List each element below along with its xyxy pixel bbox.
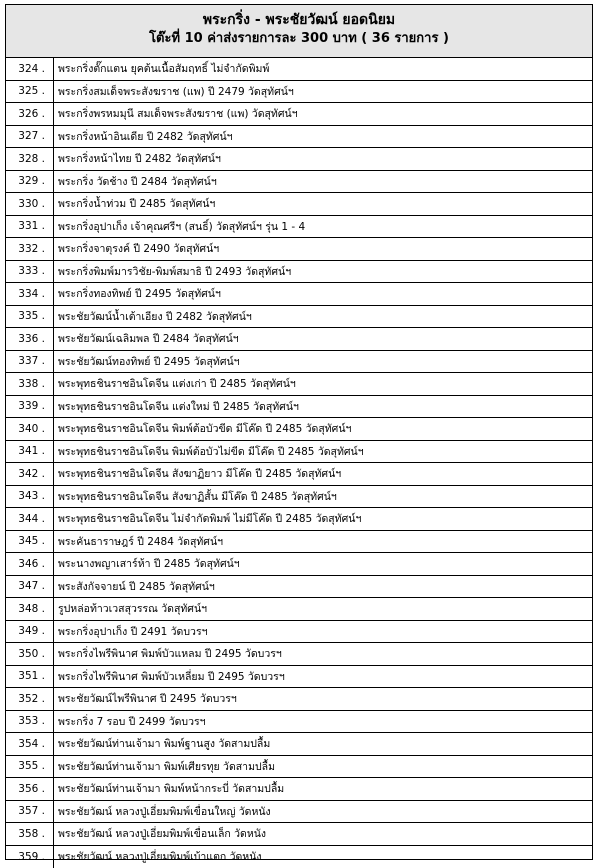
item-description: พระนางพญาเสาร์ห้า ปี 2485 วัดสุทัศน์ฯ <box>54 555 240 572</box>
table-row <box>6 711 592 734</box>
item-description: พระกริ่งจาตุรงค์ ปี 2490 วัดสุทัศน์ฯ <box>54 240 219 257</box>
item-number: 328 . <box>6 148 54 170</box>
table-row <box>6 306 592 329</box>
item-number: 353 . <box>6 711 54 733</box>
item-description: พระกริ่งสมเด็จพระสังฆราช (แพ) ปี 2479 วัดสุทัศน์ฯ <box>54 83 294 100</box>
item-number: 351 . <box>6 666 54 688</box>
item-description: พระกริ่งไพรีพินาศ พิมพ์บัวเหลี่ยม ปี 2495 วัดบวรฯ <box>54 668 285 685</box>
item-number: 341 . <box>6 441 54 463</box>
item-number: 345 . <box>6 531 54 553</box>
item-description: พระพุทธชินราชอินโดจีน แต่งเก่า ปี 2485 วัดสุทัศน์ฯ <box>54 375 296 392</box>
table-row <box>6 576 592 599</box>
item-description: พระชัยวัฒน์ทองทิพย์ ปี 2495 วัดสุทัศน์ฯ <box>54 353 240 370</box>
item-number: 346 . <box>6 553 54 575</box>
item-number: 329 . <box>6 171 54 193</box>
item-description: พระพุทธชินราชอินโดจีน ไม่จำกัดพิมพ์ ไม่มีโค๊ด ปี 2485 วัดสุทัศน์ฯ <box>54 510 361 527</box>
item-description: พระชัยวัฒน์ไพรีพินาศ ปี 2495 วัดบวรฯ <box>54 690 237 707</box>
item-description: พระชัยวัฒน์ หลวงปู่เอี่ยมพิมพ์เขื่อนเล็ก วัดหนัง <box>54 825 266 842</box>
item-number: 337 . <box>6 351 54 373</box>
table-row <box>6 666 592 689</box>
item-description: พระพุทธชินราชอินโดจีน แต่งใหม่ ปี 2485 วัดสุทัศน์ฯ <box>54 398 299 415</box>
table-row <box>6 621 592 644</box>
table-row <box>6 756 592 779</box>
table-row <box>6 126 592 149</box>
item-number: 348 . <box>6 598 54 620</box>
item-number: 340 . <box>6 418 54 440</box>
table-row <box>6 418 592 441</box>
item-description: พระชัยวัฒน์ท่านเจ้ามา พิมพ์เศียรทุย วัดสามปลื้ม <box>54 758 275 775</box>
item-number: 327 . <box>6 126 54 148</box>
item-description: พระกริ่ง วัดช้าง ปี 2484 วัดสุทัศน์ฯ <box>54 173 217 190</box>
table-row <box>6 463 592 486</box>
table-row <box>6 148 592 171</box>
table-row <box>6 643 592 666</box>
item-number: 334 . <box>6 283 54 305</box>
item-description: พระกริ่งอุปาเก็ง ปี 2491 วัดบวรฯ <box>54 623 207 640</box>
item-description: พระชัยวัฒน์ หลวงปู่เอี่ยมพิมพ์เขื่อนใหญ่ วัดหนัง <box>54 803 271 820</box>
item-description: พระกริ่งพรหมมุนี สมเด็จพระสังฆราช (แพ) วัดสุทัศน์ฯ <box>54 105 298 122</box>
item-description: พระชัยวัฒน์ท่านเจ้ามา พิมพ์ฐานสูง วัดสามปลื้ม <box>54 735 270 752</box>
item-number: 350 . <box>6 643 54 665</box>
table-row <box>6 846 592 868</box>
item-number: 358 . <box>6 823 54 845</box>
table-row <box>6 351 592 374</box>
item-description: พระพุทธชินราชอินโดจีน สังฆาฏิสั้น มีโค๊ด ปี 2485 วัดสุทัศน์ฯ <box>54 488 337 505</box>
item-description: พระคันธาราษฎร์ ปี 2484 วัดสุทัศน์ฯ <box>54 533 223 550</box>
item-description: พระกริ่งไพรีพินาศ พิมพ์บัวแหลม ปี 2495 วัดบวรฯ <box>54 645 282 662</box>
item-description: พระกริ่งพิมพ์มารวิชัย-พิมพ์สมาธิ ปี 2493 วัดสุทัศน์ฯ <box>54 263 291 280</box>
page-title: พระกริ่ง - พระชัยวัฒน์ ยอดนิยม <box>6 5 592 29</box>
item-number: 331 . <box>6 216 54 238</box>
item-description: พระชัยวัฒน์น้ำเต้าเอียง ปี 2482 วัดสุทัศน์ฯ <box>54 308 252 325</box>
table-row <box>6 553 592 576</box>
table-row <box>6 58 592 81</box>
table-row <box>6 216 592 239</box>
item-description: พระกริ่ง 7 รอบ ปี 2499 วัดบวรฯ <box>54 713 206 730</box>
table-row <box>6 441 592 464</box>
item-description: พระชัยวัฒน์เฉลิมพล ปี 2484 วัดสุทัศน์ฯ <box>54 330 239 347</box>
item-number: 354 . <box>6 733 54 755</box>
item-number: 344 . <box>6 508 54 530</box>
table-row <box>6 193 592 216</box>
catalog-table <box>5 4 593 860</box>
item-number: 343 . <box>6 486 54 508</box>
item-number: 335 . <box>6 306 54 328</box>
table-row <box>6 823 592 846</box>
item-number: 332 . <box>6 238 54 260</box>
item-number: 336 . <box>6 328 54 350</box>
item-description: รูปหล่อท้าวเวสสุวรรณ วัดสุทัศน์ฯ <box>54 600 207 617</box>
table-body <box>6 58 592 868</box>
item-number: 356 . <box>6 778 54 800</box>
table-row <box>6 508 592 531</box>
table-row <box>6 328 592 351</box>
table-header <box>6 5 592 58</box>
item-number: 342 . <box>6 463 54 485</box>
item-number: 325 . <box>6 81 54 103</box>
table-row <box>6 688 592 711</box>
table-row <box>6 486 592 509</box>
item-number: 339 . <box>6 396 54 418</box>
table-row <box>6 598 592 621</box>
item-number: 324 . <box>6 58 54 80</box>
item-description: พระกริ่งอุปาเก็ง เจ้าคุณศรีฯ (สนธิ์) วัดสุทัศน์ฯ รุ่น 1 - 4 <box>54 218 305 235</box>
table-row <box>6 171 592 194</box>
table-row <box>6 733 592 756</box>
table-row <box>6 283 592 306</box>
item-description: พระสังกัจจายน์ ปี 2485 วัดสุทัศน์ฯ <box>54 578 215 595</box>
item-number: 352 . <box>6 688 54 710</box>
item-number: 326 . <box>6 103 54 125</box>
item-description: พระพุทธชินราชอินโดจีน พิมพ์ต้อบัวไม่ขีด มีโค๊ด ปี 2485 วัดสุทัศน์ฯ <box>54 443 364 460</box>
item-description: พระกริ่งน้ำท่วม ปี 2485 วัดสุทัศน์ฯ <box>54 195 215 212</box>
item-number: 333 . <box>6 261 54 283</box>
item-number: 359 . <box>6 846 54 868</box>
item-description: พระกริ่งหน้าอินเดีย ปี 2482 วัดสุทัศน์ฯ <box>54 128 233 145</box>
item-number: 355 . <box>6 756 54 778</box>
item-description: พระพุทธชินราชอินโดจีน สังฆาฏิยาว มีโค๊ด ปี 2485 วัดสุทัศน์ฯ <box>54 465 341 482</box>
item-description: พระกริ่งหน้าไทย ปี 2482 วัดสุทัศน์ฯ <box>54 150 221 167</box>
item-number: 357 . <box>6 801 54 823</box>
table-row <box>6 778 592 801</box>
table-row <box>6 103 592 126</box>
table-row <box>6 238 592 261</box>
table-row <box>6 81 592 104</box>
item-number: 338 . <box>6 373 54 395</box>
item-description: พระชัยวัฒน์ หลวงปู่เอี่ยมพิมพ์เบ้าแตก วัดหนัง <box>54 848 262 865</box>
item-number: 347 . <box>6 576 54 598</box>
item-description: พระชัยวัฒน์ท่านเจ้ามา พิมพ์หน้ากระบี่ วัดสามปลื้ม <box>54 780 284 797</box>
item-description: พระพุทธชินราชอินโดจีน พิมพ์ต้อบัวขีด มีโค๊ด ปี 2485 วัดสุทัศน์ฯ <box>54 420 351 437</box>
table-row <box>6 801 592 824</box>
table-row <box>6 261 592 284</box>
table-row <box>6 396 592 419</box>
page-subtitle: โต๊ะที่ 10 ค่าส่งรายการละ 300 บาท ( 36 รายการ ) <box>6 29 592 49</box>
table-row <box>6 373 592 396</box>
item-number: 349 . <box>6 621 54 643</box>
item-description: พระกริ่งตั๊กแตน ยุคต้นเนื้อสัมฤทธิ์ ไม่จำกัดพิมพ์ <box>54 60 269 77</box>
item-description: พระกริ่งทองทิพย์ ปี 2495 วัดสุทัศน์ฯ <box>54 285 221 302</box>
table-row <box>6 531 592 554</box>
item-number: 330 . <box>6 193 54 215</box>
